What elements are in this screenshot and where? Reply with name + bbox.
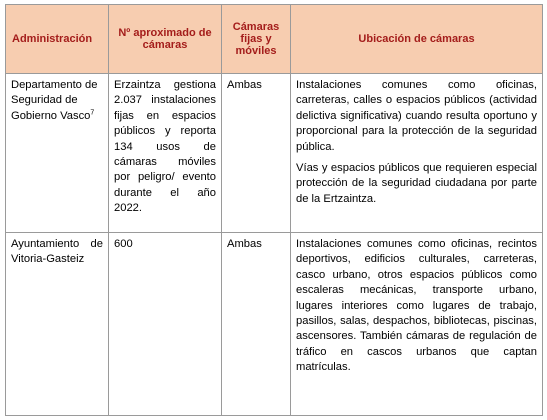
location-paragraph: Instalaciones comunes como oficinas, recintos deportivos, edificios culturales, carreteras, casco urbano, otros espacios públicos como escaleras mecánicas, transporte urbano, lugares interiores como lugares de trabajo, pasillos, salas, despachos, bibliotecas, piscinas, ascensores. También cámaras de regulación de tráfico en cascos urbanos que captan matrículas. xyxy=(296,238,537,374)
camera-table xyxy=(5,4,543,416)
cell-cameras: 600 xyxy=(109,233,222,416)
cell-type: Ambas xyxy=(222,233,291,416)
cell-administration: Ayuntamiento de Vitoria-Gasteiz xyxy=(6,233,109,416)
cell-administration xyxy=(6,74,109,233)
cell-location xyxy=(291,233,543,416)
cell-cameras: Erzaintza gestiona 2.037 instalaciones fijas en espacios públicos y reporta 134 usos de cámaras móviles por peligro/ evento durante el año 2022. xyxy=(109,74,222,233)
table-header-row xyxy=(6,5,543,74)
cell-type: Ambas xyxy=(222,74,291,233)
cell-location xyxy=(291,74,543,233)
administration-text: Departamento de Seguridad de Gobierno Vasco xyxy=(11,79,98,122)
location-paragraph: Vías y espacios públicos que requieren especial protección de la seguridad ciudadana por parte de la Ertzaintza. xyxy=(296,162,537,205)
footnote-ref: 7 xyxy=(90,109,95,117)
header-approx-cameras: Nº aproximado de cámaras xyxy=(109,5,222,74)
header-administration: Administración xyxy=(6,5,109,74)
table-row xyxy=(6,74,543,233)
header-location: Ubicación de cámaras xyxy=(291,5,543,74)
table-row xyxy=(6,233,543,416)
location-paragraph: Instalaciones comunes como oficinas, carreteras, calles o espacios públicos (actividad delictiva significativa) cuando resulta oportuno y proporcional para la protección de la seguridad pública. xyxy=(296,79,537,153)
header-camera-type: Cámaras fijas y móviles xyxy=(222,5,291,74)
